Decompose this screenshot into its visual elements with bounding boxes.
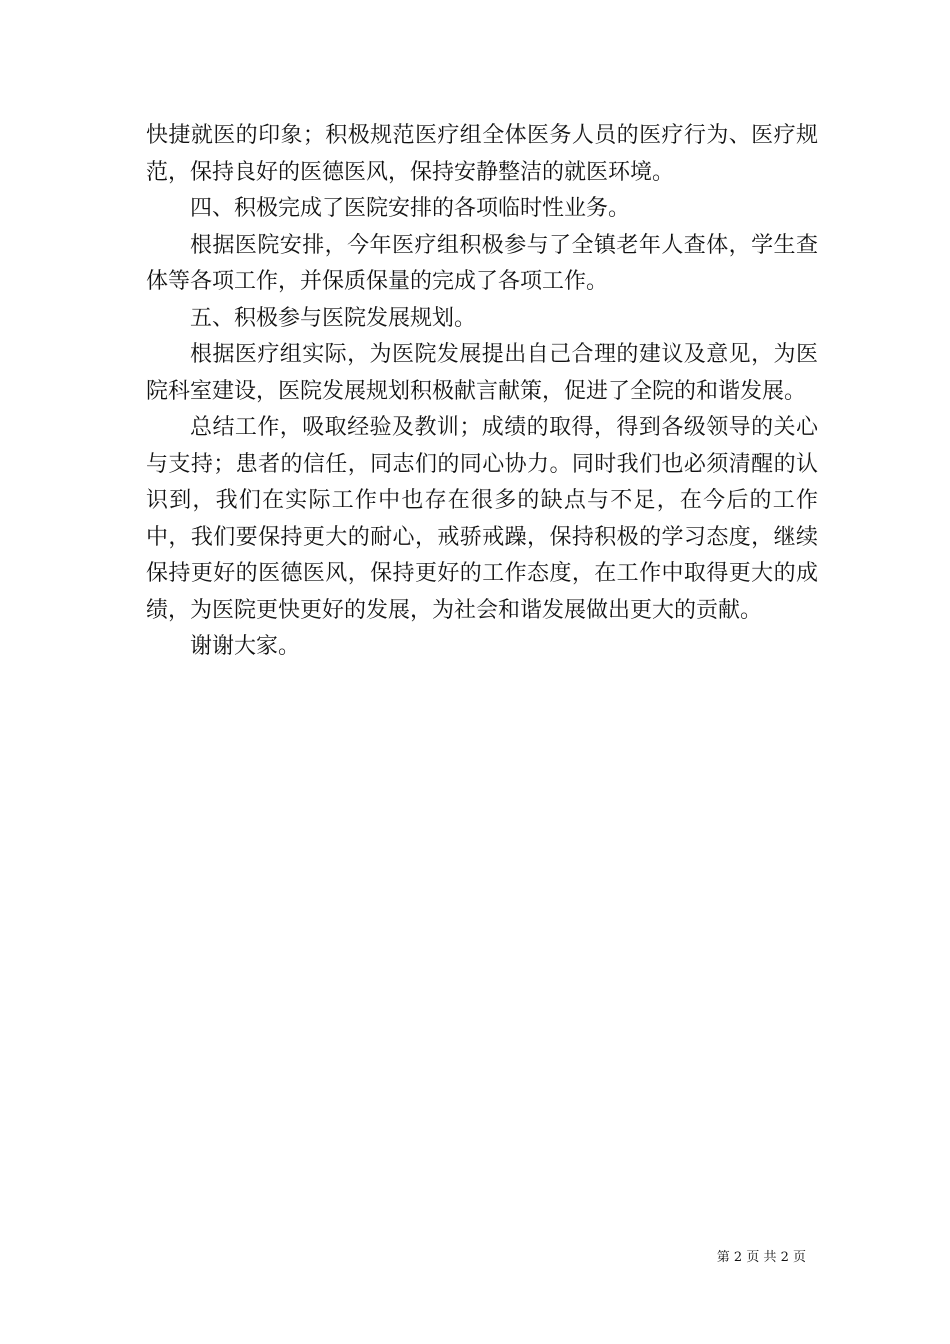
paragraph-continuation: 快捷就医的印象；积极规范医疗组全体医务人员的医疗行为、医疗规范，保持良好的医德医风，保持安静整洁的就医环境。 (146, 123, 818, 185)
section-heading-five: 五、积极参与医院发展规划。 (190, 305, 477, 331)
page-number-footer: 第 2 页 共 2 页 (716, 1250, 806, 1265)
paragraph-section-four: 根据医院安排，今年医疗组积极参与了全镇老年人查体，学生查体等各项工作，并保质保量的完成了各项工作。 (146, 232, 818, 294)
document-body (146, 118, 818, 666)
paragraph-section-five: 根据医疗组实际，为医院发展提出自己合理的建议及意见，为医院科室建设，医院发展规划积极献言献策，促进了全院的和谐发展。 (146, 342, 818, 404)
paragraph-summary: 总结工作，吸取经验及教训；成绩的取得，得到各级领导的关心与支持；患者的信任，同志们的同心协力。同时我们也必须清醒的认识到，我们在实际工作中也存在很多的缺点与不足，在今后的工作中，我们要保持更大的耐心，戒骄戒躁，保持积极的学习态度，继续保持更好的医德医风，保持更好的工作态度，在工作中取得更大的成绩，为医院更快更好的发展，为社会和谐发展做出更大的贡献。 (146, 415, 818, 623)
section-heading-four: 四、积极完成了医院安排的各项临时性业务。 (190, 196, 631, 221)
paragraph-closing: 谢谢大家。 (190, 634, 301, 659)
